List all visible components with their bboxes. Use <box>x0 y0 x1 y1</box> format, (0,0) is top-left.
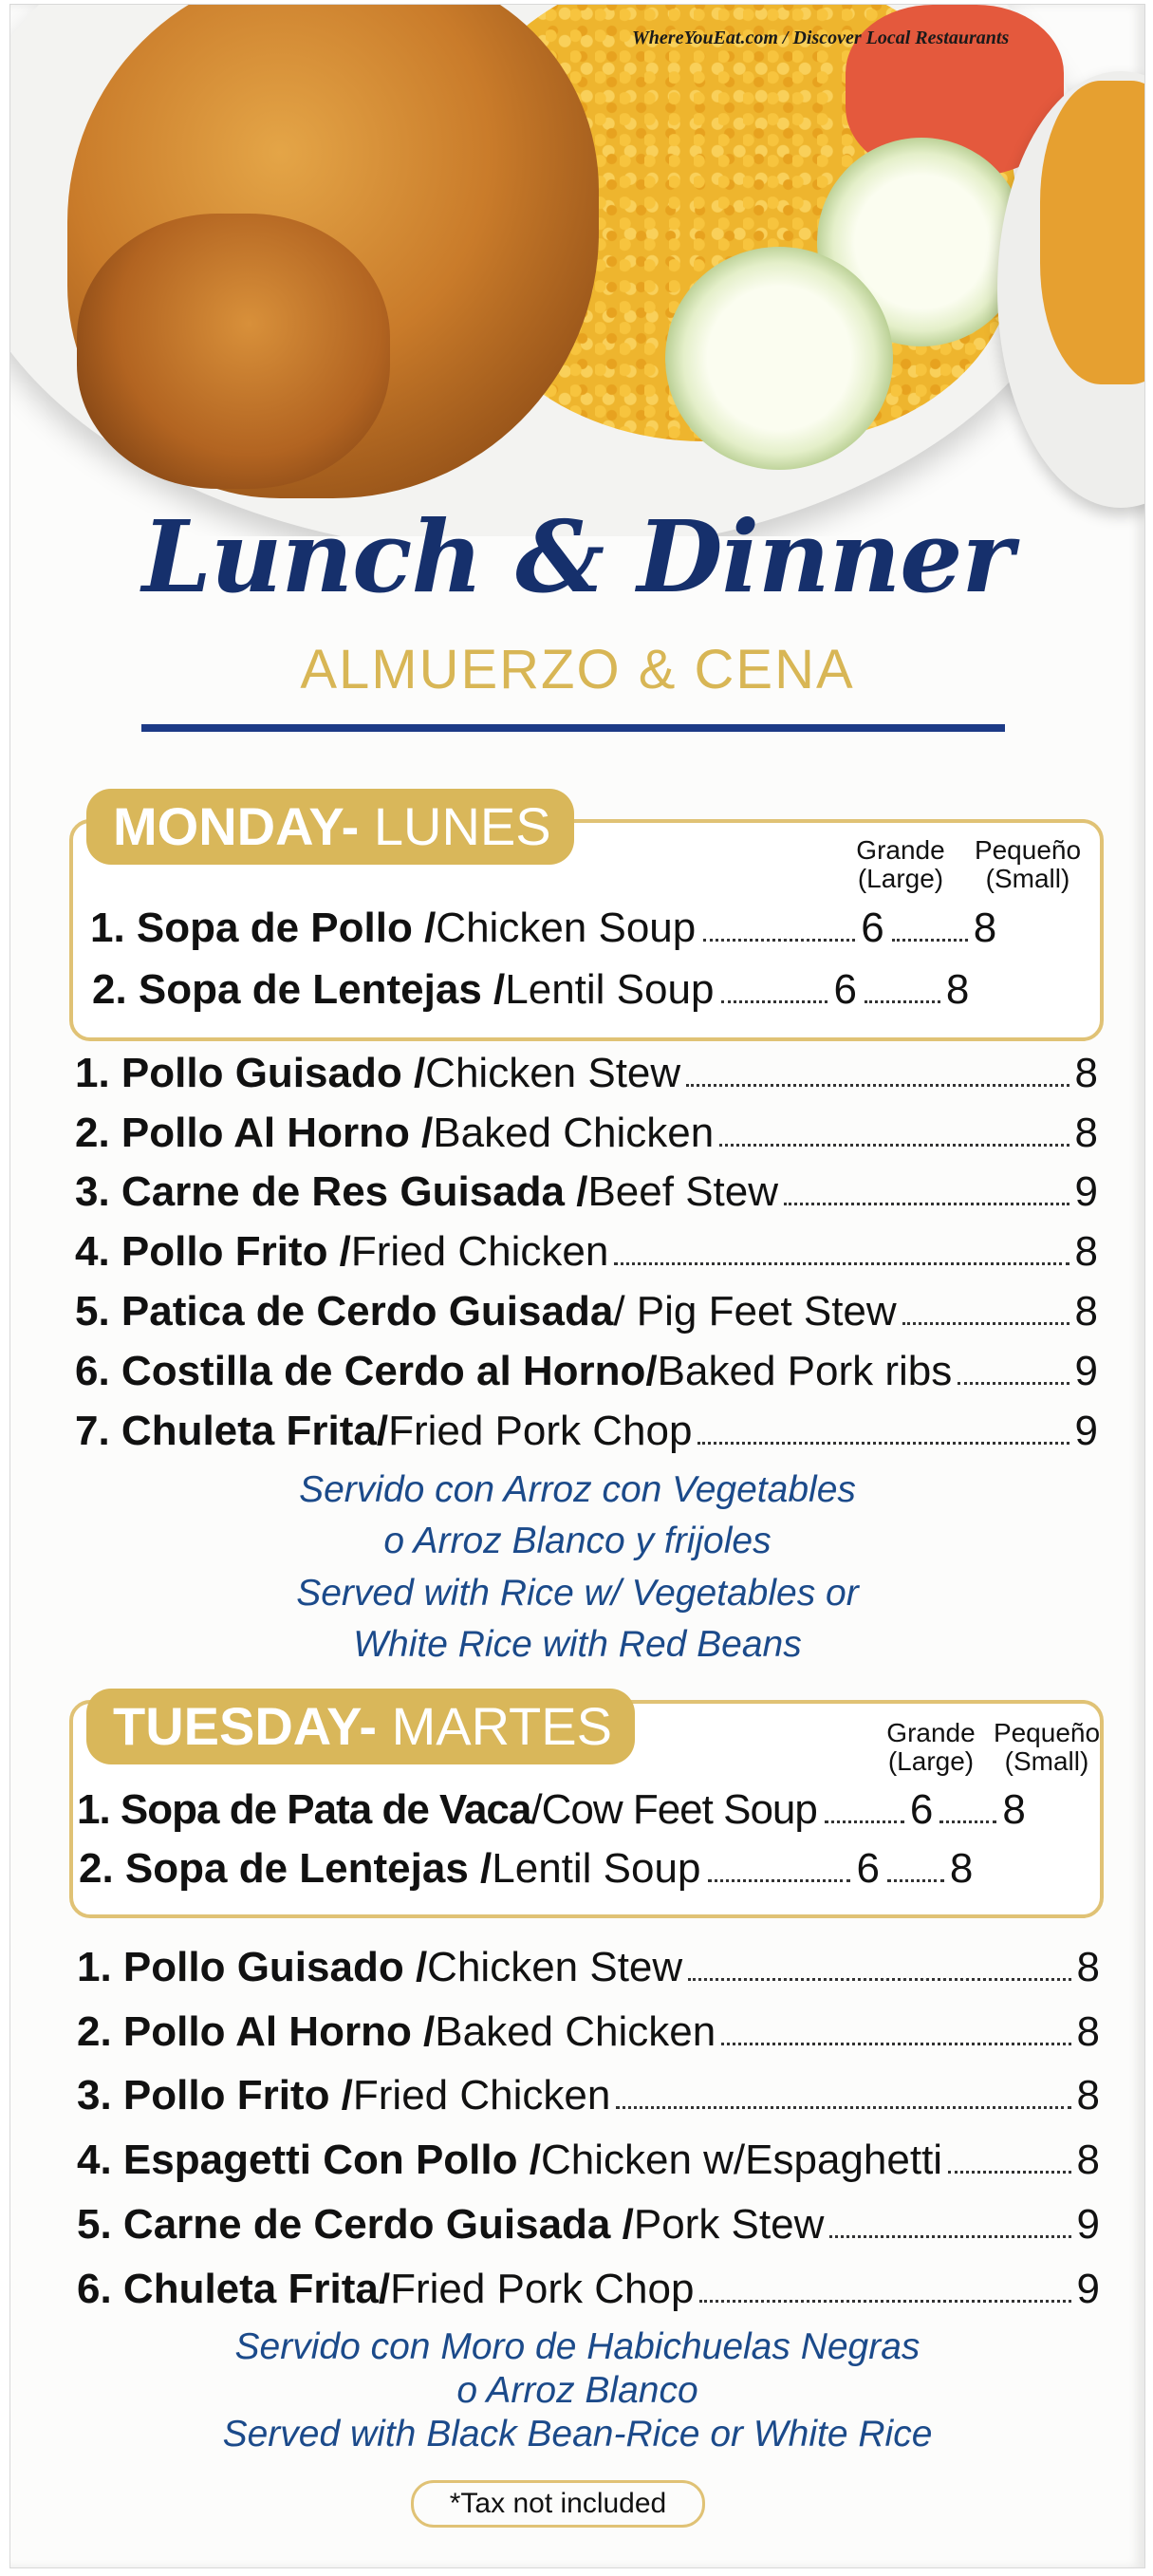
item-name-en: / Pig Feet Stew <box>613 1288 897 1335</box>
dot-leader <box>721 1000 828 1003</box>
item-price: 8 <box>1074 1228 1098 1275</box>
page-title: Lunch & Dinner <box>141 498 1014 615</box>
item-name-es: 1. Pollo Guisado / <box>77 1944 428 1990</box>
item-name-es: 3. Carne de Res Guisada / <box>75 1168 588 1215</box>
cucumber-slice-image <box>665 247 893 470</box>
dot-leader <box>902 1322 1069 1325</box>
menu-item-row <box>77 2072 1100 2119</box>
item-name-es: 2. Pollo Al Horno / <box>77 2008 436 2055</box>
dot-leader <box>719 1144 1069 1147</box>
dot-leader <box>784 1203 1069 1205</box>
item-name-en: Baked Chicken <box>435 2008 716 2055</box>
item-name-en: Beef Stew <box>587 1168 779 1215</box>
dot-leader <box>616 2106 1070 2109</box>
item-name-en: Chicken Stew <box>427 1944 683 1990</box>
item-name-es: 6. Costilla de Cerdo al Horno/ <box>75 1348 658 1394</box>
price-large: 6 <box>833 966 857 1013</box>
price-large: 6 <box>909 1786 933 1833</box>
title-divider <box>141 724 1005 732</box>
dot-leader <box>865 1000 940 1003</box>
item-name-es: 6. Chuleta Frita/ <box>77 2266 391 2312</box>
dot-leader <box>699 2300 1070 2303</box>
menu-item-row <box>77 2139 1100 2181</box>
served-note-line: o Arroz Blanco <box>456 2370 698 2411</box>
menu-item-row <box>75 1228 1098 1275</box>
dot-leader <box>948 2171 1070 2174</box>
item-name-en: Chicken w/Espaghetti <box>540 2137 943 2183</box>
item-name-en: Lentil Soup <box>505 966 715 1013</box>
price-small: 8 <box>949 1845 974 1892</box>
price-small: 8 <box>973 905 997 951</box>
item-name-es: 2. Pollo Al Horno / <box>75 1110 434 1156</box>
item-price: 8 <box>1074 1288 1098 1335</box>
item-name-en: Fried Chicken <box>352 2072 611 2119</box>
item-name-es: 4. Pollo Frito / <box>75 1228 351 1275</box>
size-small-header: Pequeño (Small) <box>993 1718 1101 1776</box>
price-large: 6 <box>861 905 884 951</box>
menu-item-row <box>92 966 970 1013</box>
item-name-es: 3. Pollo Frito / <box>77 2072 353 2119</box>
item-name-es: 5. Carne de Cerdo Guisada / <box>77 2201 634 2248</box>
dot-leader <box>825 1820 904 1823</box>
tuesday-badge-bold: TUESDAY- <box>113 1696 378 1756</box>
monday-badge-light: LUNES <box>359 796 551 856</box>
dot-leader <box>686 1084 1069 1087</box>
dot-leader <box>703 939 855 942</box>
item-name-es: 2. Sopa de Lentejas / <box>79 1845 493 1892</box>
served-note-line: o Arroz Blanco y frijoles <box>383 1521 772 1561</box>
food-photo <box>10 5 1144 536</box>
menu-item-row <box>75 1050 1098 1096</box>
dot-leader <box>688 1978 1070 1981</box>
item-name-en: Fried Pork Chop <box>390 2266 695 2312</box>
menu-item-row <box>77 2008 1100 2055</box>
dot-leader <box>829 2235 1070 2238</box>
price-large: 6 <box>856 1845 880 1892</box>
chicken-leg-image <box>77 214 390 489</box>
price-small: 8 <box>945 966 970 1013</box>
monday-badge-bold: MONDAY- <box>113 796 360 856</box>
dot-leader <box>708 1879 850 1882</box>
menu-item-row <box>77 2201 1100 2248</box>
item-name-en: Fried Pork Chop <box>388 1408 693 1454</box>
item-price: 8 <box>1074 1050 1098 1096</box>
monday-badge <box>86 789 574 865</box>
dot-leader <box>958 1382 1069 1385</box>
menu-item-row <box>79 1845 974 1892</box>
item-price: 8 <box>1076 2072 1100 2119</box>
watermark: WhereYouEat.com / Discover Local Restaurants <box>632 28 1010 48</box>
size-large-header: Grande (Large) <box>886 1718 976 1776</box>
tax-note: *Tax not included <box>411 2480 705 2528</box>
item-name-en: Lentil Soup <box>492 1845 701 1892</box>
menu-item-row <box>90 907 996 949</box>
item-price: 9 <box>1076 2201 1100 2248</box>
menu-item-row <box>75 1168 1098 1215</box>
item-name-es: 7. Chuleta Frita/ <box>75 1408 389 1454</box>
dot-leader <box>892 939 968 942</box>
item-name-en: Chicken Soup <box>436 905 697 951</box>
item-name-es: 5. Patica de Cerdo Guisada <box>75 1288 614 1335</box>
menu-item-row <box>75 1410 1098 1452</box>
item-price: 8 <box>1076 2008 1100 2055</box>
menu-item-row <box>75 1112 1098 1154</box>
item-price: 9 <box>1076 2266 1100 2312</box>
item-price: 9 <box>1074 1168 1098 1215</box>
served-note-line: Servido con Moro de Habichuelas Negras <box>234 2326 921 2367</box>
item-name-en: Baked Chicken <box>433 1110 715 1156</box>
item-name-en: Chicken Stew <box>425 1050 681 1096</box>
menu-item-row <box>77 1944 1100 1990</box>
item-price: 9 <box>1074 1408 1098 1454</box>
item-name-es: 1. Pollo Guisado / <box>75 1050 426 1096</box>
tuesday-badge-light: MARTES <box>377 1696 612 1756</box>
item-name-en: Fried Chicken <box>350 1228 609 1275</box>
dot-leader <box>614 1262 1069 1265</box>
size-small-header: Pequeño (Small) <box>974 835 1082 893</box>
menu-item-row <box>75 1348 1098 1394</box>
item-name-es: 2. Sopa de Lentejas / <box>92 966 506 1013</box>
size-large-header: Grande (Large) <box>856 835 945 893</box>
served-note-line: Served with Black Bean-Rice or White Rice <box>222 2414 933 2455</box>
side-dish-image <box>1040 81 1144 384</box>
served-note-line: White Rice with Red Beans <box>353 1624 802 1665</box>
dot-leader <box>887 1879 944 1882</box>
served-note-line: Servido con Arroz con Vegetables <box>299 1469 856 1510</box>
menu-page <box>9 4 1145 2568</box>
menu-item-row <box>75 1288 1098 1335</box>
dot-leader <box>697 1442 1069 1445</box>
item-name-en: /Cow Feet Soup <box>530 1786 817 1833</box>
item-price: 9 <box>1074 1348 1098 1394</box>
served-note-line: Served with Rice w/ Vegetables or <box>296 1573 859 1614</box>
menu-item-row <box>77 2268 1100 2310</box>
item-name-en: Baked Pork ribs <box>657 1348 953 1394</box>
item-name-en: Pork Stew <box>633 2201 825 2248</box>
page-subtitle: ALMUERZO & CENA <box>300 639 855 700</box>
item-name-es: 4. Espagetti Con Pollo / <box>77 2137 541 2183</box>
tuesday-badge <box>86 1689 635 1764</box>
item-price: 8 <box>1074 1110 1098 1156</box>
item-price: 8 <box>1076 2137 1100 2183</box>
item-price: 8 <box>1076 1944 1100 1990</box>
menu-item-row <box>77 1786 1025 1833</box>
item-name-es: 1. Sopa de Pata de Vaca <box>77 1786 531 1833</box>
price-small: 8 <box>1002 1786 1025 1833</box>
dot-leader <box>939 1820 996 1823</box>
dot-leader <box>721 2043 1070 2045</box>
item-name-es: 1. Sopa de Pollo / <box>90 905 437 951</box>
